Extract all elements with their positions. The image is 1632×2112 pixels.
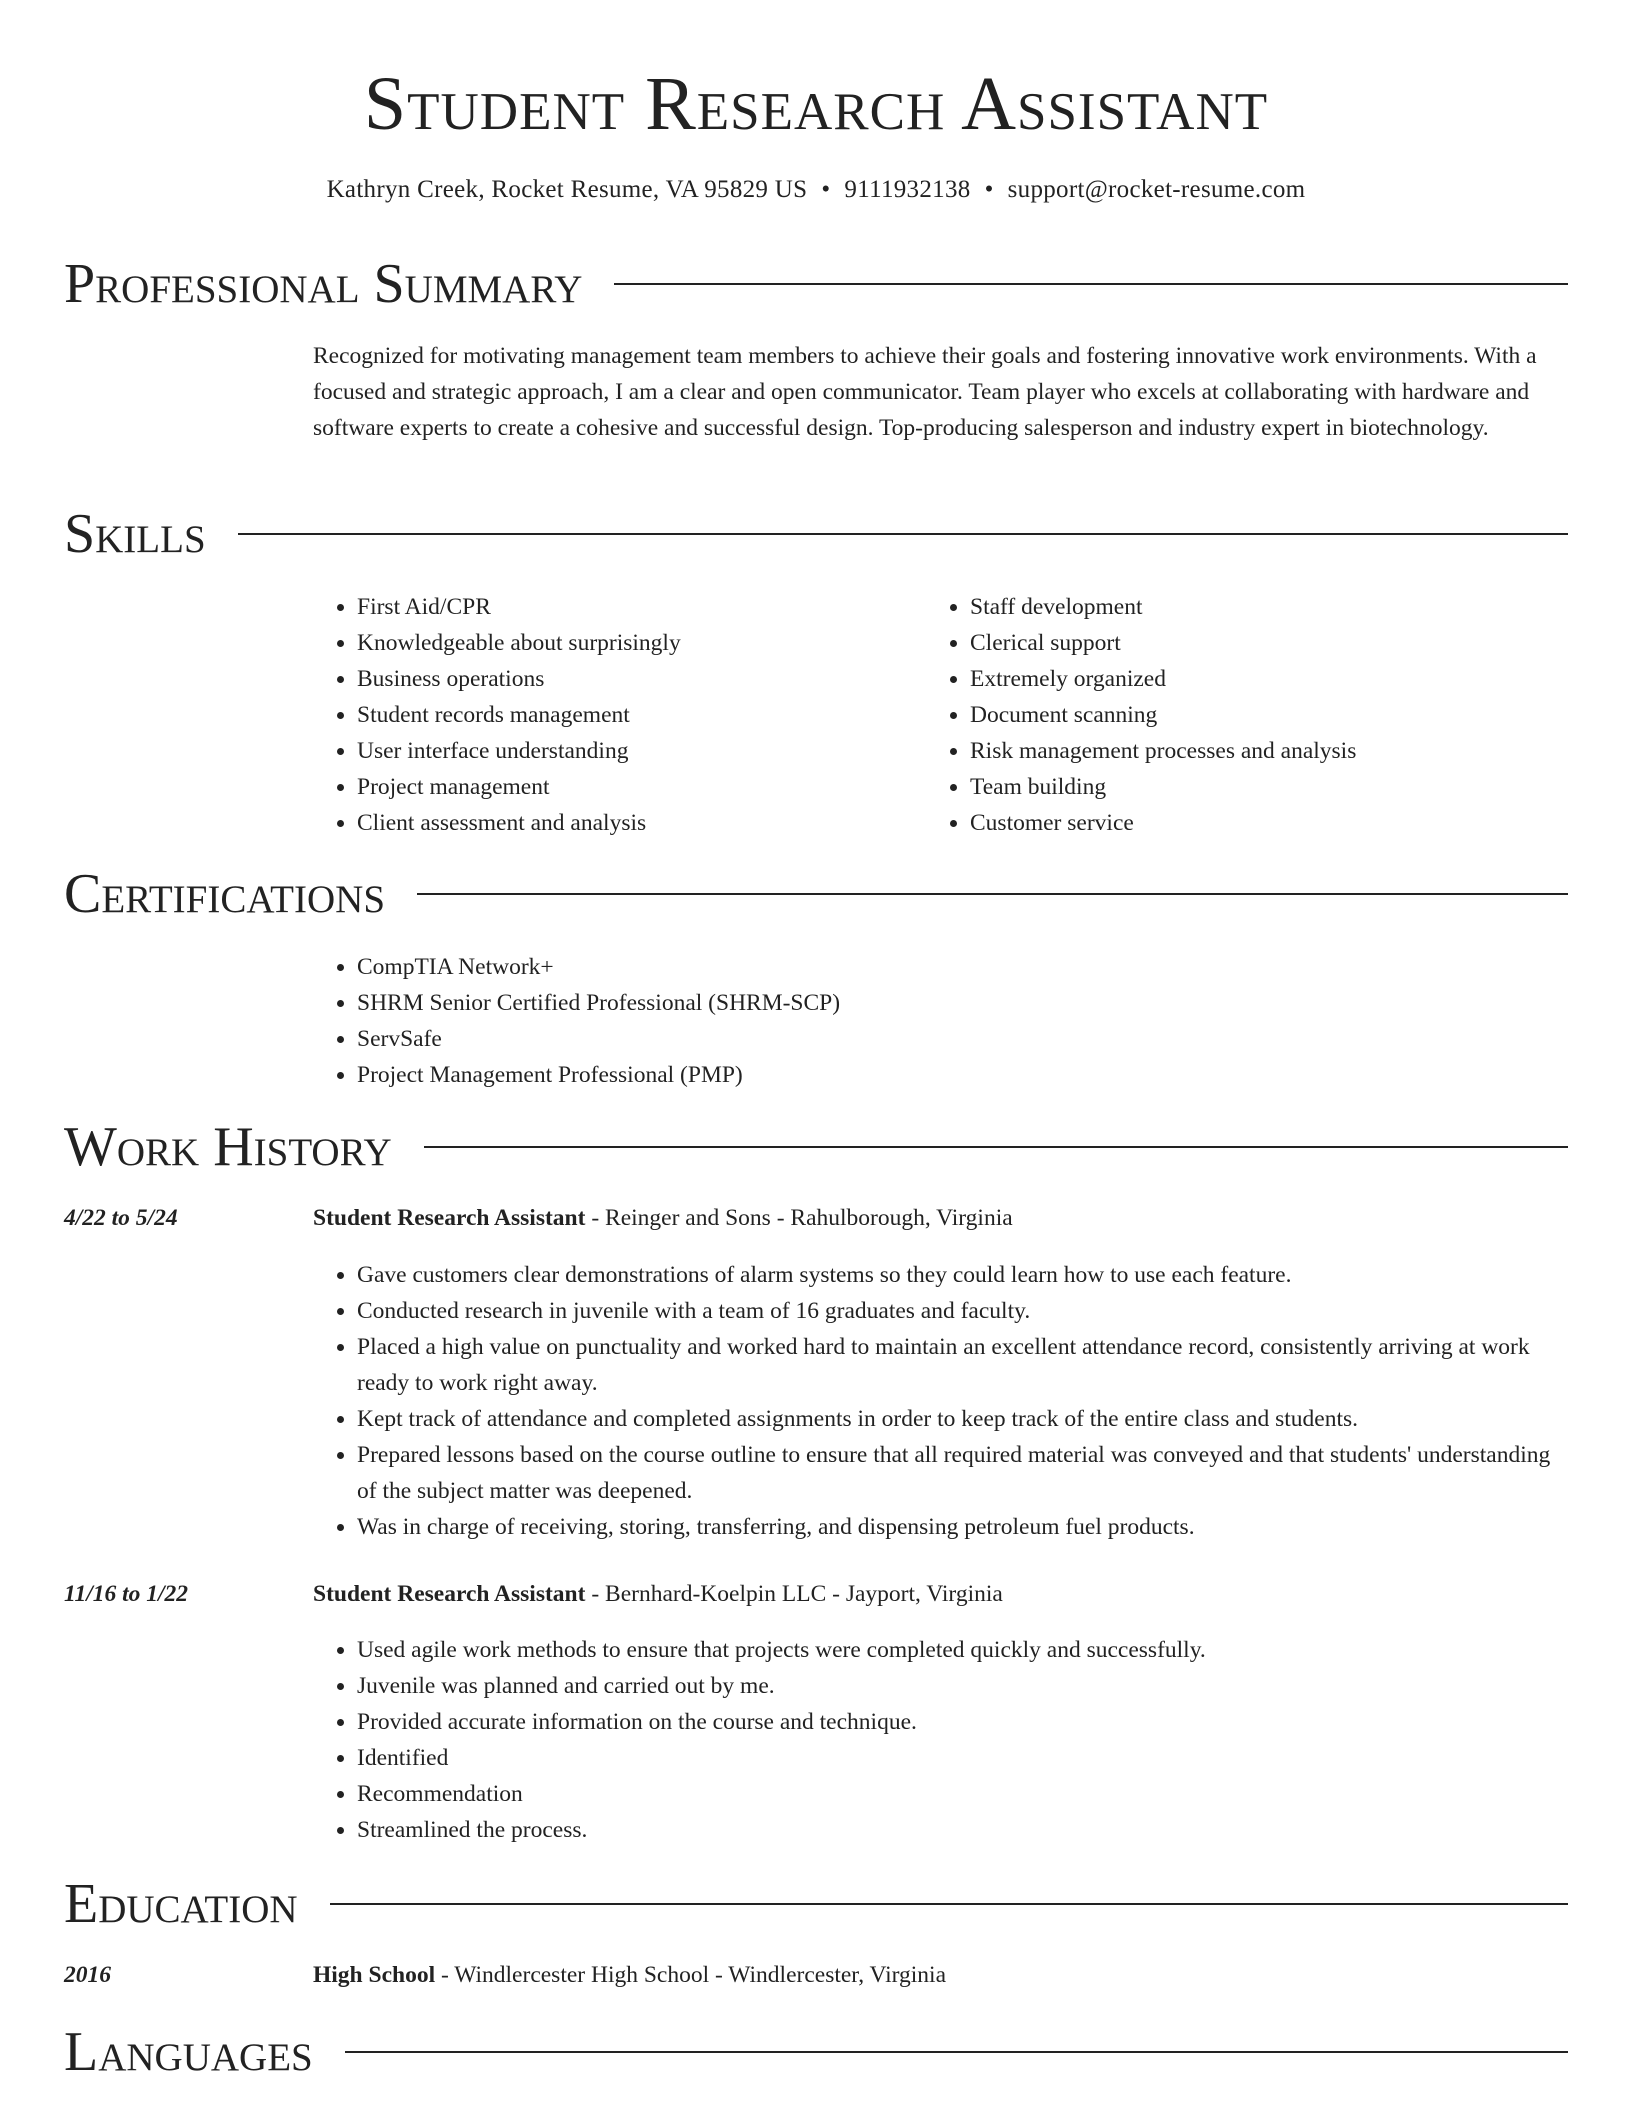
section-divider [345,2051,1568,2053]
duty-item: • Juvenile was planned and carried out by me. [357,1668,1568,1704]
skill-item: • Business operations [357,661,913,697]
skill-item: • Extremely organized [970,661,1566,697]
section-header-education [64,1872,1568,1936]
certification-item: • ServSafe [357,1021,1568,1057]
job-duties-list [313,1632,1568,1848]
summary-text: Recognized for motivating management team members to achieve their goals and fostering innovative work environments. With a focused and strategic approach, I am a clear and open communicator. Team player who excels at collaborating with hardware and software experts to create a cohesive and successful design. Top-producing salesperson and industry expert in biotechnology. [313,343,1537,441]
job-duties [313,1257,1568,1545]
education-entry [313,1957,946,1993]
education-degree: High School [313,1962,436,1988]
contact-address: Kathryn Creek, Rocket Resume, VA 95829 US [326,176,808,203]
section-divider [330,1903,1568,1905]
skill-item: • User interface understanding [357,733,913,769]
job-duties [313,1632,1568,1848]
certification-item: • SHRM Senior Certified Professional (SHRM-SCP) [357,985,1568,1021]
job-employer: - Reinger and Sons - Rahulborough, Virginia [585,1205,1013,1231]
job-dates: 11/16 to 1/22 [64,1581,189,1607]
job-heading [313,1576,1003,1612]
education-school: - Windlercester High School - Windlercester, Virginia [435,1962,946,1988]
certification-item: • CompTIA Network+ [357,949,1568,985]
resume-title: Student Research Assistant [363,62,1269,146]
section-header-certifications [64,862,1568,926]
section-title: Languages [64,2021,313,2083]
job-heading [313,1200,1013,1236]
skills-column-right [926,589,1566,841]
skill-item: • Risk management processes and analysis [970,733,1566,769]
job-dates: 4/22 to 5/24 [64,1205,178,1231]
duty-item: • Recommendation [357,1776,1568,1812]
skill-item: • Student records management [357,697,913,733]
section-divider [238,533,1568,535]
section-title: Work History [64,1116,392,1178]
contact-line [0,174,1632,206]
section-divider [417,893,1568,895]
skill-item: • First Aid/CPR [357,589,913,625]
duty-item: • Placed a high value on punctuality and worked hard to maintain an excellent attendance record, consistently arriving at work ready to work right away. [357,1329,1568,1401]
section-header-languages [64,2020,1568,2084]
contact-separator: • [984,176,994,203]
job-title: Student Research Assistant [313,1581,586,1607]
education-year: 2016 [64,1962,111,1988]
skills-list [926,589,1566,841]
section-title: Certifications [64,863,386,925]
duty-item: • Identified [357,1740,1568,1776]
job-employer: - Bernhard-Koelpin LLC - Jayport, Virginia [585,1581,1003,1607]
skill-item: • Client assessment and analysis [357,805,913,841]
skill-item: • Customer service [970,805,1566,841]
duty-item: • Prepared lessons based on the course outline to ensure that all required material was conveyed and that students' understanding of the subject matter was deepened. [357,1437,1568,1509]
contact-separator: • [821,176,831,203]
section-header-work-history [64,1115,1568,1179]
skill-item: • Document scanning [970,697,1566,733]
duty-item: • Provided accurate information on the course and technique. [357,1704,1568,1740]
section-header-skills [64,502,1568,566]
section-title: Education [64,1873,298,1935]
duty-item: • Was in charge of receiving, storing, transferring, and dispensing petroleum fuel products. [357,1509,1568,1545]
skill-item: • Team building [970,769,1566,805]
skills-list [313,589,913,841]
section-title: Professional Summary [64,253,583,315]
job-duties-list [313,1257,1568,1545]
certification-item: • Project Management Professional (PMP) [357,1057,1568,1093]
section-title: Skills [64,503,206,565]
certifications-block [313,949,1568,1093]
section-header-summary [64,252,1568,316]
skills-column-left [313,589,913,841]
skill-item: • Project management [357,769,913,805]
certifications-list [313,949,1568,1093]
duty-item: • Gave customers clear demonstrations of alarm systems so they could learn how to use each feature. [357,1257,1568,1293]
duty-item: • Used agile work methods to ensure that projects were completed quickly and successfully. [357,1632,1568,1668]
contact-phone: 9111932138 [844,176,971,203]
duty-item: • Kept track of attendance and completed assignments in order to keep track of the entire class and students. [357,1401,1568,1437]
section-divider [614,283,1568,285]
duty-item: • Conducted research in juvenile with a team of 16 graduates and faculty. [357,1293,1568,1329]
job-title: Student Research Assistant [313,1205,586,1231]
skill-item: • Clerical support [970,625,1566,661]
contact-email: support@rocket-resume.com [1007,176,1306,203]
skill-item: • Knowledgeable about surprisingly [357,625,913,661]
duty-item: • Streamlined the process. [357,1812,1568,1848]
skill-item: • Staff development [970,589,1566,625]
section-divider [424,1146,1568,1148]
